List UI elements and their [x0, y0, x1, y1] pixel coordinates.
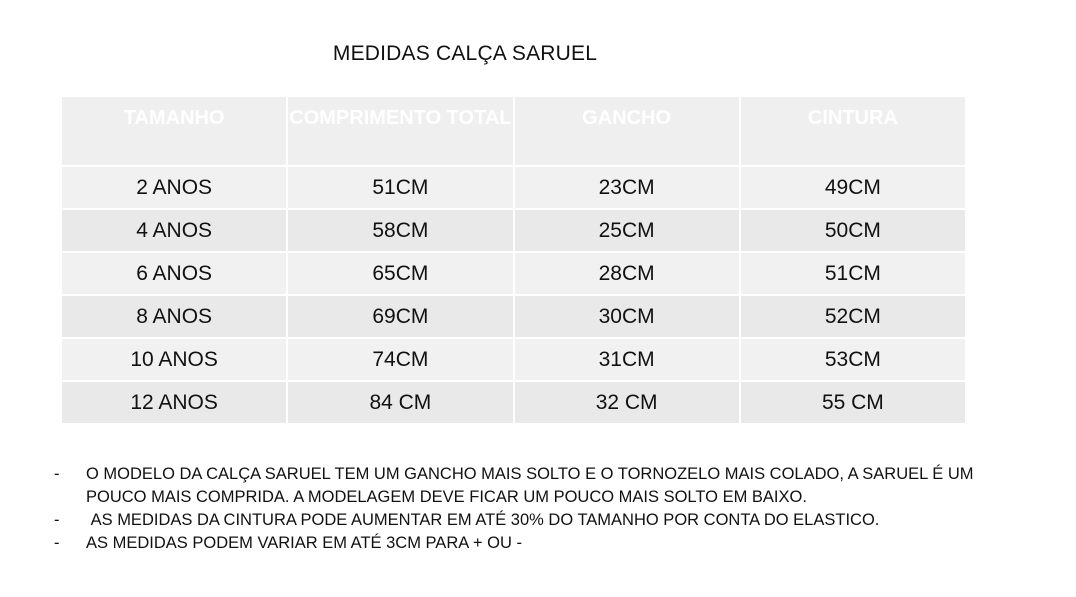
- size-table: [60, 95, 967, 425]
- cell-comprimento: 58CM: [287, 209, 513, 252]
- cell-comprimento: 74CM: [287, 338, 513, 381]
- cell-comprimento: 65CM: [287, 252, 513, 295]
- note-bullet: -: [54, 534, 60, 552]
- notes-list: [54, 463, 1014, 555]
- table-header-row: [61, 96, 966, 166]
- note-text: AS MEDIDAS DA CINTURA PODE AUMENTAR EM ATÉ 30% DO TAMANHO POR CONTA DO ELASTICO.: [86, 511, 880, 529]
- note-bullet: -: [54, 511, 60, 529]
- cell-comprimento: 51CM: [287, 166, 513, 209]
- note-item: [54, 532, 1014, 555]
- cell-cintura: 52CM: [740, 295, 966, 338]
- header-cintura: CINTURA: [740, 96, 966, 166]
- cell-cintura: 50CM: [740, 209, 966, 252]
- cell-tamanho: 10 ANOS: [61, 338, 287, 381]
- cell-tamanho: 2 ANOS: [61, 166, 287, 209]
- cell-tamanho: 6 ANOS: [61, 252, 287, 295]
- cell-gancho: 30CM: [514, 295, 740, 338]
- page-title: MEDIDAS CALÇA SARUEL: [332, 42, 598, 65]
- header-tamanho: TAMANHO: [61, 96, 287, 166]
- note-item: [54, 463, 1014, 509]
- cell-gancho: 31CM: [514, 338, 740, 381]
- note-text: AS MEDIDAS PODEM VARIAR EM ATÉ 3CM PARA + OU -: [86, 534, 522, 552]
- cell-tamanho: 8 ANOS: [61, 295, 287, 338]
- cell-cintura: 53CM: [740, 338, 966, 381]
- cell-comprimento: 69CM: [287, 295, 513, 338]
- table-row: [61, 252, 966, 295]
- cell-gancho: 23CM: [514, 166, 740, 209]
- table-row: [61, 166, 966, 209]
- cell-comprimento: 84 CM: [287, 381, 513, 424]
- header-comprimento-total: COMPRIMENTO TOTAL: [287, 96, 513, 166]
- cell-gancho: 28CM: [514, 252, 740, 295]
- cell-cintura: 49CM: [740, 166, 966, 209]
- note-text: O MODELO DA CALÇA SARUEL TEM UM GANCHO MAIS SOLTO E O TORNOZELO MAIS COLADO, A SARUEL É UM POUCO MAIS COMPRIDA. A MODELAGEM DEVE FICAR UM POUCO MAIS SOLTO EM BAIXO.: [86, 465, 974, 506]
- cell-tamanho: 4 ANOS: [61, 209, 287, 252]
- table-row: [61, 209, 966, 252]
- cell-cintura: 51CM: [740, 252, 966, 295]
- cell-gancho: 32 CM: [514, 381, 740, 424]
- table-row: [61, 338, 966, 381]
- header-gancho: GANCHO: [514, 96, 740, 166]
- cell-tamanho: 12 ANOS: [61, 381, 287, 424]
- note-bullet: -: [54, 465, 60, 483]
- cell-gancho: 25CM: [514, 209, 740, 252]
- table-row: [61, 295, 966, 338]
- cell-cintura: 55 CM: [740, 381, 966, 424]
- table-row: [61, 381, 966, 424]
- note-item: [54, 509, 1014, 532]
